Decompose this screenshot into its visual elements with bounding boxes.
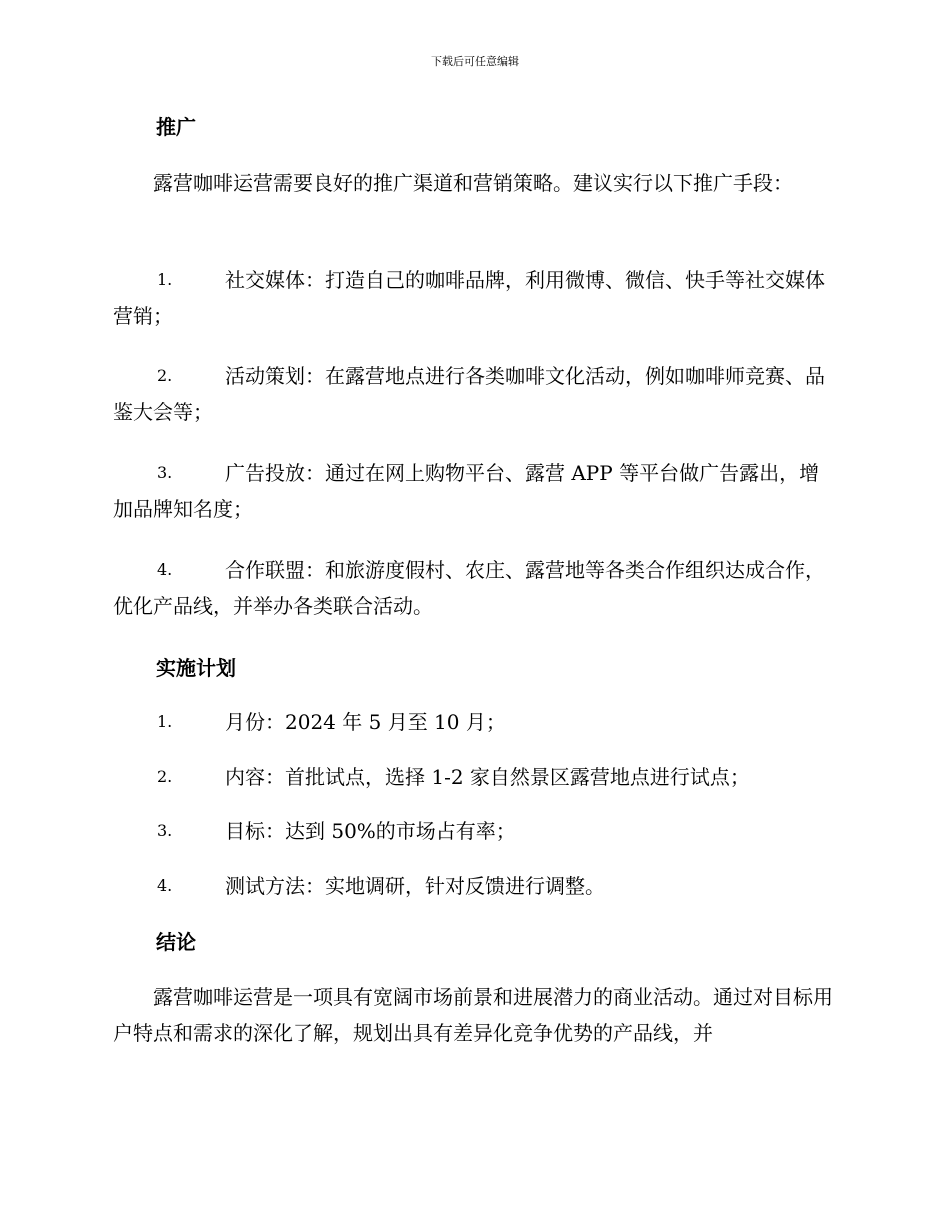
- promotion-intro-paragraph: 露营咖啡运营需要良好的推广渠道和营销策略。建议实行以下推广手段：: [153, 171, 793, 195]
- promotion-list-item: [113, 552, 833, 624]
- section-heading-conclusion: 结论: [156, 930, 196, 954]
- list-number: 1.: [157, 712, 173, 731]
- plan-list-item: [113, 868, 833, 904]
- list-item-text: 目标：达到 50%的市场占有率；: [225, 819, 516, 843]
- list-number: 2.: [157, 767, 173, 786]
- list-item-text: 测试方法：实地调研，针对反馈进行调整。: [225, 874, 605, 898]
- list-item-text: 广告投放：通过在网上购物平台、露营 APP 等平台做广告露出，增加品牌知名度；: [113, 461, 820, 521]
- list-item-text: 社交媒体：打造自己的咖啡品牌，利用微博、微信、快手等社交媒体营销；: [113, 268, 825, 328]
- page-header: 下载后可任意编辑: [431, 55, 519, 68]
- promotion-list-item: [113, 262, 833, 334]
- plan-list-item: [113, 704, 833, 740]
- plan-list-item: [113, 813, 833, 849]
- conclusion-paragraph: 露营咖啡运营是一项具有宽阔市场前景和进展潜力的商业活动。通过对目标用户特点和需求的深化了解，规划出具有差异化竞争优势的产品线，并: [113, 985, 833, 1045]
- list-number: 4.: [157, 876, 173, 895]
- section-heading-plan: 实施计划: [156, 656, 236, 680]
- list-number: 1.: [157, 270, 173, 289]
- list-number: 3.: [157, 821, 173, 840]
- list-item-text: 月份：2024 年 5 月至 10 月；: [225, 710, 506, 734]
- list-number: 2.: [157, 366, 173, 385]
- list-item-text: 活动策划：在露营地点进行各类咖啡文化活动，例如咖啡师竞赛、品鉴大会等；: [113, 364, 825, 424]
- list-number: 4.: [157, 560, 173, 579]
- promotion-list-item: [113, 358, 833, 430]
- section-heading-promotion: 推广: [156, 115, 196, 139]
- promotion-list-item: [113, 455, 833, 527]
- plan-list-item: [113, 759, 833, 795]
- list-item-text: 合作联盟：和旅游度假村、农庄、露营地等各类合作组织达成合作，优化产品线，并举办各类联合活动。: [113, 558, 825, 618]
- list-item-text: 内容：首批试点，选择 1-2 家自然景区露营地点进行试点；: [225, 765, 750, 789]
- list-number: 3.: [157, 463, 173, 482]
